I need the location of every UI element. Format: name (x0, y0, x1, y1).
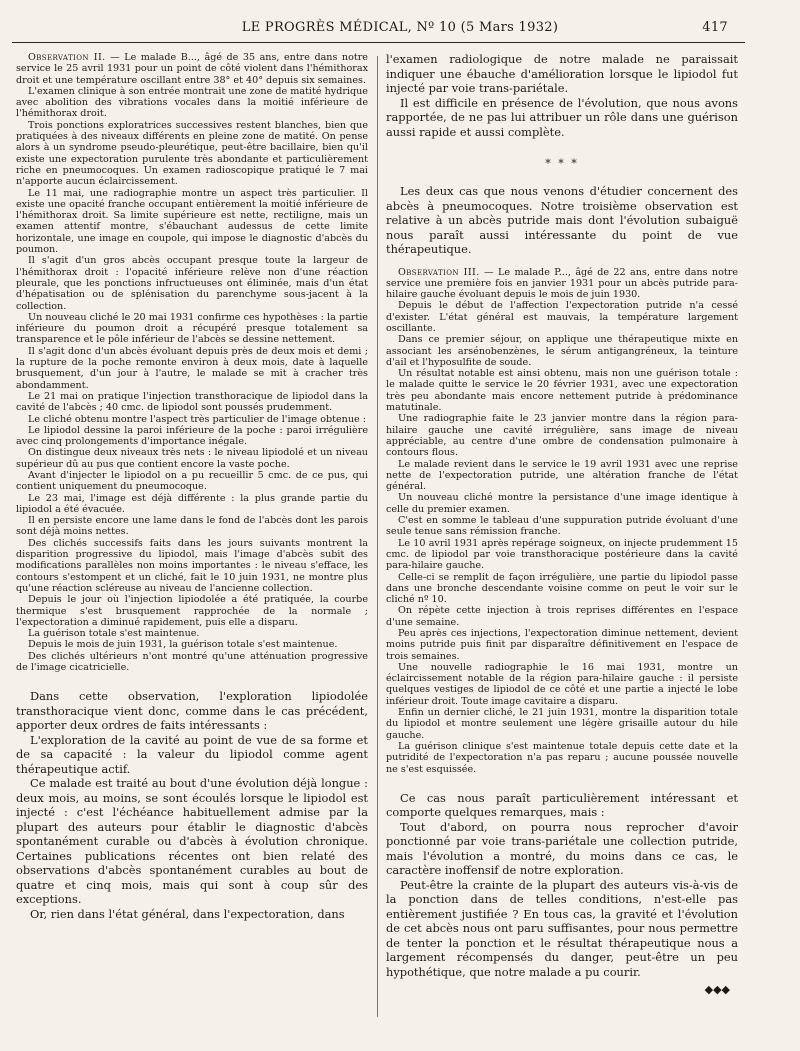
paragraph: Le 10 avril 1931 après repérage soigneux, on injecte prudemment 15 cmc. de lipiodol par voie transthoracique postérieure dans la cavité para-hilaire gauche. (386, 537, 738, 572)
paragraph: Le lipiodol dessine la paroi inférieure de la poche : paroi irrégulière avec cinq prolongements d'importance inégale. (16, 424, 368, 448)
paragraph: Avant d'injecter le lipiodol on a pu recueillir 5 cmc. de ce pus, qui contient uniquement du pneumocoque. (16, 469, 368, 493)
paragraph: Un nouveau cliché montre la persistance d'une image identique à celle du premier examen. (386, 492, 738, 515)
paragraph: C'est en somme le tableau d'une suppuration putride évoluant d'une seule tenue sans rémission franche. (386, 515, 738, 538)
paragraph: Peu après ces injections, l'expectoration diminue nettement, devient moins putride puis finit par disparaître définitivement en l'espace de trois semaines. (386, 628, 738, 662)
paragraph: Il s'agit donc d'un abcès évoluant depuis près de deux mois et demi ; la rupture de la poche remonte environ à deux mois, date à laquelle brusquement, d'un jour à l'autre, le malade se mit à cracher très abondamment. (16, 345, 368, 391)
commentary-paragraph: Il est difficile en présence de l'évolution, que nous avons rapportée, de ne pas lui attribuer un rôle dans une guérison aussi rapide et aussi complète. (386, 95, 738, 139)
left-column (16, 52, 368, 1033)
paragraph: Le cliché obtenu montre l'aspect très particulier de l'image obtenue : (28, 413, 366, 425)
commentary-paragraph: Les deux cas que nous venons d'étudier concernent des abcès à pneumocoques. Notre troisième observation est relative à un abcès putride mais dont l'évolution subaiguë nous paraît aussi intéressante du point de vue thérapeutique. (386, 184, 738, 256)
commentary-paragraph: Or, rien dans l'état général, dans l'expectoration, dans (30, 906, 345, 921)
paragraph: Celle-ci se remplit de façon irrégulière, une partie du lipiodol passe dans une bronche descendante voisine comme on peut le voir sur le cliché nº 10. (386, 571, 738, 606)
column-divider (377, 56, 378, 1017)
section-asterism: * * * (545, 157, 579, 170)
page-number: 417 (702, 20, 728, 35)
paragraph: Une radiographie faite le 23 janvier montre dans la région para-hilaire gauche une cavité irrégulière, sans image de niveau appréciable, au centre d'une ombre de condensation pulmonaire à contours flous. (386, 413, 738, 459)
paragraph: Le malade revient dans le service le 19 avril 1931 avec une reprise nette de l'expectoration putride, une altération franche de l'état général. (386, 458, 738, 493)
observation-2-intro: Observation II. — Le malade B..., âgé de 35 ans, entre dans notre service le 25 avril 1931 pour un point de côté violent dans l'hémithorax droit et une température oscillant entre 38° et 40° depuis six semaines. (16, 52, 368, 86)
paragraph: Trois ponctions exploratrices successives restent blanches, bien que pratiquées à des niveaux différents en pleine zone de matité. On pense alors à un syndrome pseudo-pleurétique, peut-être bacillaire, bien qu'il existe une expectoration purulente très abondante et particulièrement riche en pneumocoques. Un examen radioscopique pratiqué le 7 mai n'apporte aucun éclaircissement. (16, 119, 368, 188)
paragraph: Un nouveau cliché le 20 mai 1931 confirme ces hypothèses : la partie inférieure du poumon droit a récupéré presque totalement sa transparence et le pôle inférieur de l'abcès se dessine nettement. (16, 311, 368, 346)
paragraph: Depuis le mois de juin 1931, la guérison totale s'est maintenue. (28, 639, 338, 651)
observation-2-label: Observation II. (28, 52, 106, 63)
page-header (12, 20, 788, 44)
commentary-paragraph: l'examen radiologique de notre malade ne paraissait indiquer une ébauche d'amélioration lorsque le lipiodol fut injecté par voie trans-pariétale. (386, 52, 738, 95)
paragraph: L'examen clinique à son entrée montrait une zone de matité hydrique avec abolition des vibrations vocales dans la moitié inférieure de l'hémithorax droit. (16, 85, 368, 120)
commentary-paragraph: Dans cette observation, l'exploration lipiodolée transthoracique vient donc, comme dans le cas précédent, apporter deux ordres de faits intéressants : (16, 689, 368, 733)
header-rule (12, 42, 745, 43)
paragraph: Une nouvelle radiographie le 16 mai 1931, montre un éclaircissement notable de la région para-hilaire gauche : il persiste quelques vestiges de lipiodol de ce côté et une partie a injecté le lobe inférieur droit. Toute image cavitaire a disparu. (386, 661, 738, 707)
observation-3-label: Observation III. (398, 266, 480, 278)
observation-3-intro: Observation III. — Le malade P..., âgé de 22 ans, entre dans notre service une première fois en janvier 1931 pour un abcès putride para-hilaire gauche évoluant depuis le mois de juin 1930. (386, 266, 738, 301)
commentary-paragraph: Ce malade est traité au bout d'une évolution déjà longue : deux mois, au moins, se sont écoulés lorsque le lipiodol est injecté : c'est l'échéance habituellement admise par la plupart des auteurs pour établir le diagnostic d'abcès spontanément curable ou d'abcès à évolution chronique. Certaines publications récentes ont bien relaté des observations d'abcès spontanément curables au bout de quatre et cinq mois, mais qui sont à coup sûr des exceptions. (16, 776, 368, 907)
paragraph: Des clichés successifs faits dans les jours suivants montrent la disparition progressive du lipiodol, mais l'image d'abcès subit des modifications parallèles non moins importantes : le niveau s'efface, les contours s'estompent et un cliché, fait le 10 juin 1931, ne montre plus qu'une réaction scléreuse au niveau de l'ancienne collection. (16, 537, 368, 594)
running-title: LE PROGRÈS MÉDICAL, Nº 10 (5 Mars 1932) (241, 20, 559, 35)
commentary-paragraph: Ce cas nous paraît particulièrement intéressant et comporte quelques remarques, mais : (386, 790, 738, 820)
paragraph: Le 21 mai on pratique l'injection transthoracique de lipiodol dans la cavité de l'abcès ; 40 cmc. de lipiodol sont poussés prudemment. (16, 390, 368, 414)
paragraph: On distingue deux niveaux très nets : le niveau lipiodolé et un niveau supérieur dû au pus que contient encore la vaste poche. (16, 447, 368, 470)
paragraph: Depuis le début de l'affection l'expectoration putride n'a cessé d'exister. L'état général est mauvais, la température largement oscillante. (386, 300, 738, 334)
paragraph: Il s'agit d'un gros abcès occupant presque toute la largeur de l'hémithorax droit : l'opacité inférieure relève non d'une réaction pleurale, que les ponctions infructueuses ont éliminée, mais d'un état d'hépatisation ou de splénisation du parenchyme sous-jacent à la collection. (16, 255, 368, 312)
paragraph: Enfin un dernier cliché, le 21 juin 1931, montre la disparition totale du lipiodol et montre seulement une légère grisaille autour du hile gauche. (386, 707, 738, 741)
end-ornament: ◆◆◆ (704, 983, 730, 997)
paragraph: Depuis le jour où l'injection lipiodolée a été pratiquée, la courbe thermique s'est brusquement rapprochée de la normale ; l'expectoration a diminué rapidement, puis elle a disparu. (16, 594, 368, 628)
paragraph: Le 23 mai, l'image est déjà différente : la plus grande partie du lipiodol a été évacuée. (16, 492, 368, 515)
right-column (386, 52, 738, 1033)
paragraph: Un résultat notable est ainsi obtenu, mais non une guérison totale : le malade quitte le service le 20 février 1931, avec une expectoration très peu abondante mais encore nettement putride à prédominance matutinale. (386, 368, 738, 414)
paragraph: Des clichés ultérieurs n'ont montré qu'une atténuation progressive de l'image cicatricielle. (16, 650, 368, 674)
commentary-paragraph: Peut-être la crainte de la plupart des auteurs vis-à-vis de la ponction dans de telles conditions, n'est-elle pas entièrement justifiée ? En tous cas, la gravité et l'évolution de cet abcès nous ont paru suffisantes, pour nous permettre de tenter la ponction et le résultat thérapeutique nous a largement récompensés du danger, peut-être un peu hypothétique, que notre malade a pu courir. (386, 877, 738, 979)
paragraph: On répète cette injection à trois reprises différentes en l'espace d'une semaine. (386, 605, 738, 628)
commentary-paragraph: Tout d'abord, on pourra nous reprocher d'avoir ponctionné par voie trans-pariétale une collection putride, mais l'évolution a montré, du moins dans ce cas, le caractère inoffensif de notre exploration. (386, 819, 738, 878)
commentary-paragraph: L'exploration de la cavité au point de vue de sa forme et de sa capacité : la valeur du lipiodol comme agent thérapeutique actif. (16, 732, 368, 776)
paragraph: Il en persiste encore une lame dans le fond de l'abcès dont les parois sont déjà moins nettes. (16, 515, 368, 538)
paragraph: Dans ce premier séjour, on applique une thérapeutique mixte en associant les arsénobenzènes, le sérum antigangréneux, la teinture d'ail et l'hyposulfite de soude. (386, 334, 738, 368)
paragraph: La guérison clinique s'est maintenue totale depuis cette date et la putridité de l'expectoration n'a pas reparu ; aucune poussée nouvelle ne s'est esquissée. (386, 740, 738, 775)
paragraph: La guérison totale s'est maintenue. (28, 628, 200, 640)
paragraph: Le 11 mai, une radiographie montre un aspect très particulier. Il existe une opacité franche occupant entièrement la moitié inférieure de l'hémithorax droit. Sa limite supérieure est nette, rectiligne, mais un examen attentif montre, s'ébauchant audessus de cette limite horizontale, une image en coupole, qui impose le diagnostic d'abcès du poumon. (16, 187, 368, 256)
